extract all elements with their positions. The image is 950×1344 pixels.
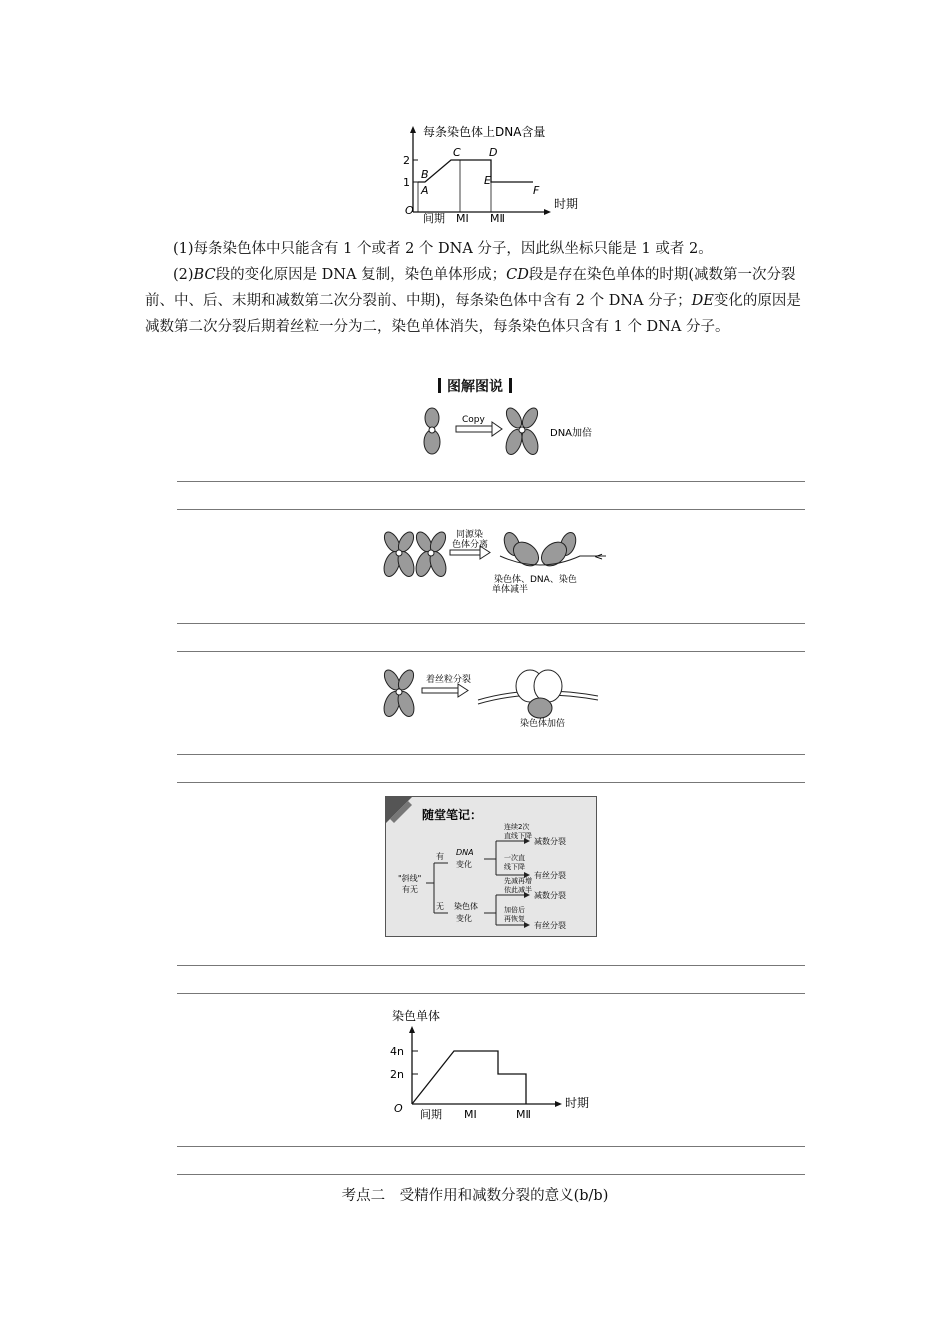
origin-label: O [405,204,414,217]
chart-ylabel: 每条染色体上DNA含量 [423,125,546,139]
bottom-phase-m2: MⅡ [516,1108,531,1121]
answer-line [177,481,805,482]
diagram-dna-copy [410,404,630,460]
note-cond-2b: 线下降 [504,863,525,871]
note-root-2: 有无 [402,885,418,894]
diagram-centromere-split [382,666,618,732]
point-f: F [533,184,540,197]
class-note-box [385,796,597,937]
note-cond-3a: 先减再增 [504,877,532,885]
answer-line [177,651,805,652]
note-dna-change: 变化 [456,860,472,869]
halved-caption-1: 染色体、DNA、染色 [494,575,577,585]
note-chromosome: 染色体 [454,902,478,911]
answer-line [177,754,805,755]
ytick-4n: 4n [390,1045,404,1058]
note-cond-1a: 连续2次 [504,823,530,831]
answer-line [177,965,805,966]
point-b: B [421,168,429,181]
bottom-phase-m1: MⅠ [464,1108,477,1121]
chromatid-curve [412,1051,526,1104]
split-arrow-icon [422,684,468,697]
section-title [0,376,950,396]
next-section-heading: 考点二 受精作用和减数分裂的意义(b/b) [341,1188,609,1204]
note-branch-yes: 有 [436,852,444,861]
answer-line [177,1174,805,1175]
daughter-chromosomes-icon [516,670,562,718]
answer-line [177,782,805,783]
chromosome-pair-icon [381,529,449,578]
note-cond-3b: 依此减半 [504,886,532,894]
p2-b: 段的变化原因是 DNA 复制，染色单体形成； [215,267,507,283]
svg-text:<: < [594,550,604,563]
point-e: E [484,174,491,187]
chart-xlabel: 时期 [554,197,579,211]
phase-interphase: 间期 [423,212,445,224]
bottom-chart-xlabel: 时期 [565,1096,590,1110]
answer-line [177,509,805,510]
paragraph-1 [145,236,815,262]
bottom-origin: O [394,1102,403,1115]
note-cond-4b: 再恢复 [504,915,525,923]
note-dna: DNA [456,848,474,857]
dna-doubled-label: DNA加倍 [550,428,593,439]
section-title-text: 图解图说 [447,379,503,395]
p2-de: DE [691,293,714,309]
answer-line [177,993,805,994]
answer-line [177,1146,805,1147]
note-diagram [386,797,596,936]
copy-label: Copy [462,415,485,425]
note-result-3: 减数分裂 [534,891,566,900]
chromosome-single-icon [424,408,440,454]
dna-content-chart [395,124,585,224]
diagram-homolog-separation [380,526,620,598]
note-result-4: 有丝分裂 [534,921,566,930]
paragraph-1-text: (1)每条染色体中只能含有 1 个或者 2 个 DNA 分子，因此纵坐标只能是 1 或者 2。 [173,241,713,257]
note-cond-2a: 一次直 [504,854,525,862]
note-title: 随堂笔记： [422,808,483,822]
point-c: C [453,146,461,159]
note-branch-no: 无 [436,902,444,911]
paragraph-2 [145,262,815,340]
ytick-2n: 2n [390,1068,404,1081]
answer-line [177,623,805,624]
point-a: A [421,184,429,197]
note-chromosome-change: 变化 [456,914,472,923]
arrow-label-2: 色体分离 [452,540,489,550]
p2-d: 变化的原因是减数第二次分裂后期着丝粒一分为二，染色单体消失，每条染色体只含有 1 个 DNA 分子。 [145,293,801,335]
p2-prefix: (2) [173,267,194,283]
phase-m1: MⅠ [456,212,469,224]
dna-curve [418,160,533,182]
note-result-2: 有丝分裂 [534,871,566,880]
p2-c: 段是存在染色单体的时期(减数第一次分裂前、中、后、末期和减数第二次分裂前、中期)，每条染色体中含有 2 个 DNA 分子； [145,267,796,309]
chromatid-chart [390,1004,600,1124]
note-cond-4a: 加倍后 [504,906,525,914]
chromosome-double-icon [503,405,541,456]
note-root-1: "斜线" [398,874,422,883]
bottom-chart-ylabel: 染色单体 [392,1009,441,1023]
doubled-caption: 染色体加倍 [520,719,566,729]
chromosome-x-icon [382,667,417,718]
p2-bc: BC [193,267,216,283]
note-result-1: 减数分裂 [534,837,566,846]
bottom-phase-interphase: 间期 [420,1108,442,1121]
note-cond-1b: 直线下降 [504,832,532,840]
ytick-2: 2 [403,154,410,167]
point-d: D [489,146,498,159]
arrow-label-1: 同源染 [456,530,484,540]
p2-cd: CD [506,267,529,283]
phase-m2: MⅡ [490,212,505,224]
ytick-1: 1 [403,176,410,189]
split-arrow-label: 着丝粒分裂 [426,675,472,685]
halved-caption-2: 单体减半 [492,585,529,595]
